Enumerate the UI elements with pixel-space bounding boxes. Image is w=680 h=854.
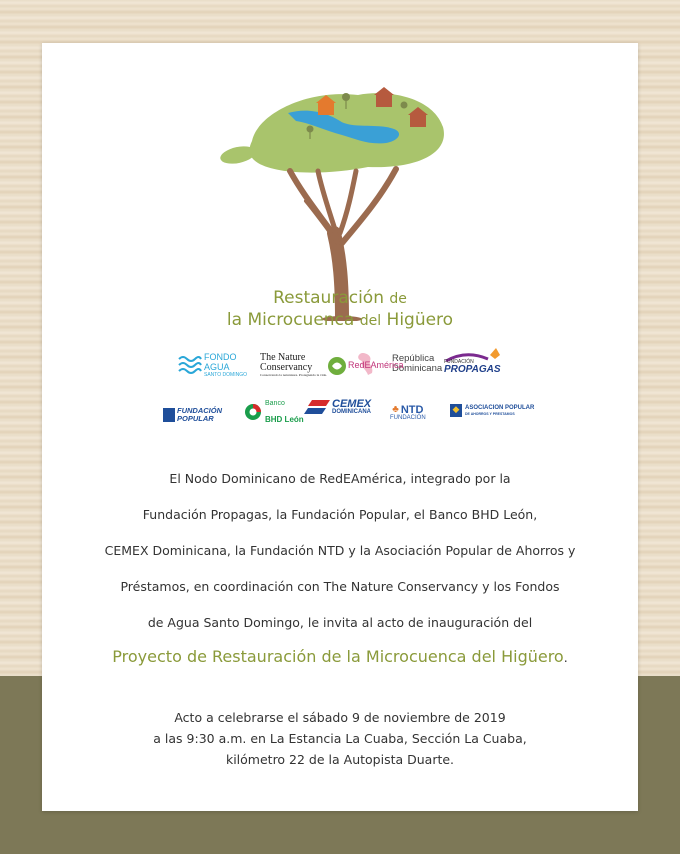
bhd-line1: Banco	[265, 400, 285, 407]
tnc-line1: The Nature	[260, 352, 306, 363]
event-details	[42, 707, 638, 770]
event-place-line: a las 9:30 a.m. en La Estancia La Cuaba, Sección La Cuaba,	[153, 731, 527, 746]
logo-redeamerica	[348, 351, 442, 377]
logo-fundacion-popular	[163, 407, 222, 423]
asociacion-emblem-icon: ◆	[450, 404, 462, 417]
event-address-line: kilómetro 22 de la Autopista Duarte.	[225, 752, 455, 767]
fundacion-popular-line1: FUNDACIÓN	[177, 406, 222, 415]
ntd-flame-icon: ♣	[392, 404, 399, 415]
popular-square-icon	[163, 408, 175, 422]
project-name: Proyecto de Restauración de la Microcuenca del Higüero	[112, 647, 564, 666]
title-line2-small: del	[359, 313, 382, 329]
invitation-line-4: Préstamos, en coordinación con The Nature Conservancy y los Fondos	[120, 579, 560, 594]
cemex-line2: DOMINICANA	[332, 409, 371, 415]
water-waves-icon	[178, 354, 202, 376]
redeamerica-line1: República	[392, 353, 435, 364]
redeamerica-line2: Dominicana	[392, 363, 443, 374]
project-name-period: .	[563, 650, 568, 665]
ntd-line1: NTD	[400, 404, 424, 416]
cemex-line1: CEMEX	[332, 398, 372, 410]
invitation-line-3: CEMEX Dominicana, la Fundación NTD y la Asociación Popular de Ahorros y	[104, 543, 576, 558]
title-main-word: Restauración	[273, 288, 384, 308]
redeamerica-brand: RedEAmérica	[348, 360, 404, 370]
title-line2-part-a: la Microcuenca	[226, 310, 355, 330]
propagas-line1: FUNDACIÓN	[444, 359, 474, 365]
logo-bhd-leon	[244, 399, 304, 425]
project-title-line2	[42, 309, 638, 332]
logo-nature-conservancy	[260, 353, 347, 378]
project-title-line1	[42, 287, 638, 310]
ntd-line2: FUNDACIÓN	[390, 415, 426, 421]
invitation-line-5: de Agua Santo Domingo, le invita al acto de inauguración del	[147, 615, 533, 630]
bhd-line2: BHD León	[265, 415, 304, 424]
event-date-line: Acto a celebrarse el sábado 9 de noviembre de 2019	[174, 710, 506, 725]
fondo-agua-line2: AGUA	[204, 362, 230, 372]
invitation-card	[42, 43, 638, 811]
project-name-line	[42, 647, 638, 666]
tnc-tagline: Conservando la naturaleza. Protegiendo la vida.	[260, 373, 327, 377]
title-small-word: de	[389, 291, 407, 307]
invitation-line-1: El Nodo Dominicano de RedEAmérica, integrado por la	[169, 471, 511, 486]
logo-fundacion-propagas	[444, 347, 502, 375]
leaf-globe-icon	[327, 356, 347, 376]
fondo-agua-line1: FONDO	[204, 352, 237, 362]
fundacion-popular-line2: POPULAR	[177, 414, 214, 423]
tnc-line2: Conservancy	[260, 362, 313, 373]
logo-fundacion-ntd	[390, 405, 426, 422]
title-line2-part-b: Higüero	[386, 310, 454, 330]
bhd-circle-icon	[244, 403, 262, 421]
fondo-agua-sub: SANTO DOMINGO	[204, 372, 247, 378]
propagas-line2: PROPAGAS	[444, 364, 501, 375]
invitation-line-2: Fundación Propagas, la Fundación Popular, el Banco BHD León,	[142, 507, 538, 522]
tree-logo-illustration	[218, 83, 468, 321]
asociacion-line1: ASOCIACION POPULAR	[465, 404, 535, 411]
logo-cemex-dominicana	[304, 399, 371, 416]
logo-asociacion-popular	[450, 404, 534, 417]
asociacion-line2: DE AHORROS Y PRESTAMOS	[465, 411, 515, 416]
logo-fondo-agua	[178, 352, 247, 378]
cemex-stripes-icon	[304, 400, 330, 416]
